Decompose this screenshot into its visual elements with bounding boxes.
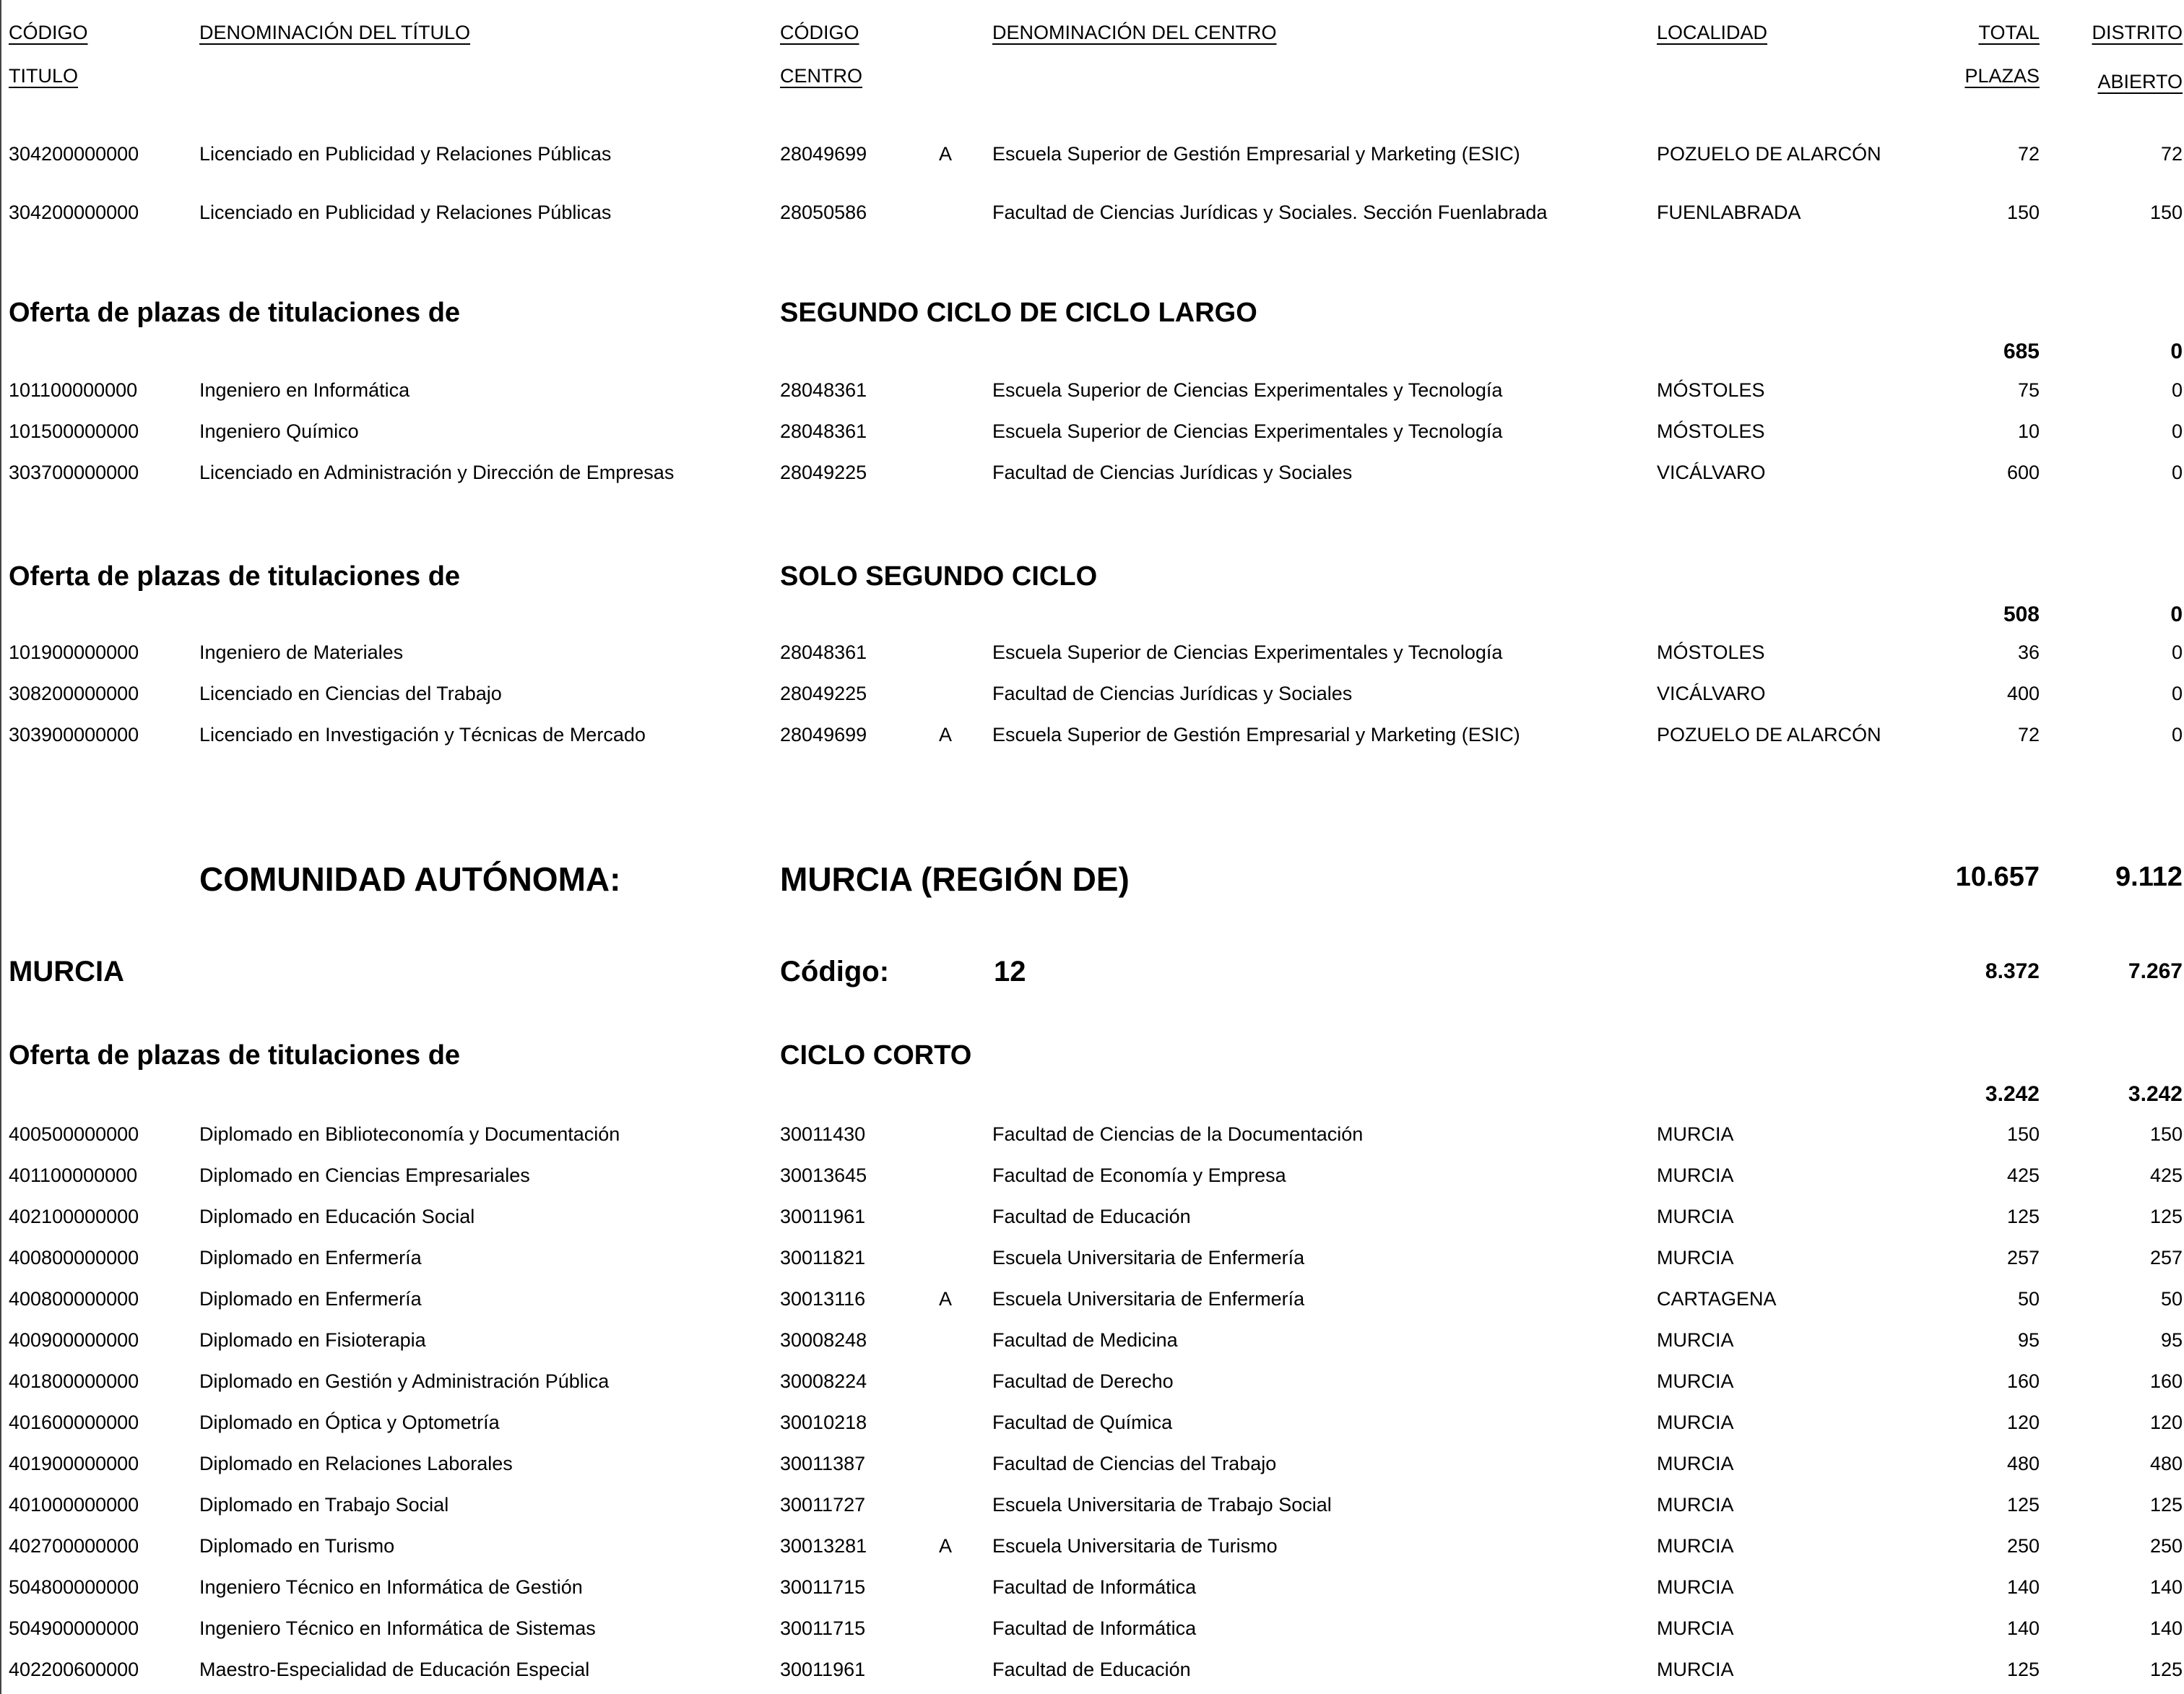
row-distrito: 425 <box>2149 1164 2183 1186</box>
header-denominacion-centro: DENOMINACIÓN DEL CENTRO <box>992 22 1277 43</box>
header-codigo-centro-line1: CÓDIGO <box>780 22 859 43</box>
row-localidad: MURCIA <box>1657 1412 1734 1433</box>
row-centro-codigo: 30011961 <box>780 1206 866 1227</box>
row-distrito: 140 <box>2149 1617 2183 1639</box>
row-codigo: 303900000000 <box>9 724 139 746</box>
row-localidad: MURCIA <box>1657 1123 1734 1145</box>
row-centro-codigo: 30008224 <box>780 1370 867 1392</box>
row-centro: Escuela Superior de Gestión Empresarial y Marketing (ESIC) <box>992 724 1520 746</box>
row-titulo: Diplomado en Trabajo Social <box>199 1494 449 1516</box>
row-total: 250 <box>2006 1535 2040 1557</box>
table-row <box>0 1494 2184 1523</box>
row-codigo: 402700000000 <box>9 1535 139 1557</box>
row-total: 480 <box>2006 1453 2040 1474</box>
header-total-plazas-line1: TOTAL <box>1978 22 2040 43</box>
header-denominacion-titulo: DENOMINACIÓN DEL TÍTULO <box>199 22 471 43</box>
row-codigo: 303700000000 <box>9 462 139 483</box>
row-total: 425 <box>2006 1164 2040 1186</box>
row-codigo: 402200600000 <box>9 1659 139 1680</box>
row-centro-codigo: 30013281 <box>780 1535 867 1557</box>
row-localidad: MURCIA <box>1657 1206 1734 1227</box>
row-centro: Facultad de Informática <box>992 1617 1197 1639</box>
row-distrito: 0 <box>2171 724 2183 746</box>
row-codigo: 401800000000 <box>9 1370 139 1392</box>
row-codigo: 308200000000 <box>9 683 139 704</box>
row-localidad: MURCIA <box>1657 1535 1734 1557</box>
universidad-name: MURCIA <box>9 956 124 988</box>
row-distrito: 0 <box>2171 379 2183 401</box>
table-row <box>0 143 2184 172</box>
row-flag: A <box>939 143 953 165</box>
row-centro-codigo: 30011715 <box>780 1617 866 1639</box>
row-localidad: POZUELO DE ALARCÓN <box>1657 724 1881 746</box>
row-total: 120 <box>2006 1412 2040 1433</box>
comunidad-name: MURCIA (REGIÓN DE) <box>780 860 1130 898</box>
row-codigo: 504900000000 <box>9 1617 139 1639</box>
row-centro: Facultad de Informática <box>992 1576 1197 1598</box>
row-distrito: 95 <box>2160 1329 2183 1351</box>
row-distrito: 120 <box>2149 1412 2183 1433</box>
row-centro: Escuela Superior de Ciencias Experimentales y Tecnología <box>992 420 1503 442</box>
row-centro: Escuela Superior de Gestión Empresarial y Marketing (ESIC) <box>992 143 1520 165</box>
row-localidad: MURCIA <box>1657 1247 1734 1269</box>
row-localidad: MURCIA <box>1657 1329 1734 1351</box>
row-localidad: MÓSTOLES <box>1657 420 1765 442</box>
header-codigo-titulo-line1: CÓDIGO <box>9 22 88 43</box>
row-titulo: Maestro-Especialidad de Educación Especial <box>199 1659 590 1680</box>
row-codigo: 401000000000 <box>9 1494 139 1516</box>
row-titulo: Licenciado en Publicidad y Relaciones Públicas <box>199 143 612 165</box>
row-titulo: Diplomado en Educación Social <box>199 1206 475 1227</box>
row-localidad: CARTAGENA <box>1657 1288 1777 1310</box>
row-codigo: 401100000000 <box>9 1164 138 1186</box>
row-centro-codigo: 28049699 <box>780 724 867 746</box>
row-distrito: 125 <box>2149 1206 2183 1227</box>
table-row <box>0 1576 2184 1605</box>
table-row <box>0 1535 2184 1564</box>
row-distrito: 150 <box>2149 202 2183 223</box>
row-titulo: Licenciado en Ciencias del Trabajo <box>199 683 502 704</box>
row-centro-codigo: 28049225 <box>780 683 867 704</box>
universidad-codigo: 12 <box>994 956 1026 988</box>
row-localidad: MÓSTOLES <box>1657 379 1765 401</box>
row-codigo: 400800000000 <box>9 1288 139 1310</box>
row-centro-codigo: 30011430 <box>780 1123 866 1145</box>
row-localidad: MURCIA <box>1657 1164 1734 1186</box>
row-centro-codigo: 30011387 <box>780 1453 866 1474</box>
row-centro-codigo: 30011961 <box>780 1659 866 1680</box>
table-row <box>0 1164 2184 1193</box>
table-row <box>0 1247 2184 1276</box>
row-titulo: Diplomado en Ciencias Empresariales <box>199 1164 530 1186</box>
row-titulo: Diplomado en Fisioterapia <box>199 1329 426 1351</box>
section-distrito: 3.242 <box>2128 1082 2183 1106</box>
row-titulo: Diplomado en Biblioteconomía y Documentación <box>199 1123 620 1145</box>
row-centro-codigo: 30013645 <box>780 1164 867 1186</box>
row-centro-codigo: 28048361 <box>780 420 867 442</box>
universidad-codigo-label: Código: <box>780 956 890 988</box>
header-distrito-abierto-line1: DISTRITO <box>2092 22 2183 43</box>
row-centro: Facultad de Ciencias Jurídicas y Sociales. Sección Fuenlabrada <box>992 202 1548 223</box>
row-titulo: Ingeniero Técnico en Informática de Gestión <box>199 1576 583 1598</box>
universidad-distrito: 7.267 <box>2128 959 2183 983</box>
row-distrito: 257 <box>2149 1247 2183 1269</box>
row-distrito: 150 <box>2149 1123 2183 1145</box>
row-centro: Facultad de Química <box>992 1412 1173 1433</box>
header-codigo-titulo-line2: TITULO <box>9 65 79 87</box>
table-row <box>0 1453 2184 1482</box>
row-centro: Facultad de Ciencias de la Documentación <box>992 1123 1364 1145</box>
row-titulo: Diplomado en Enfermería <box>199 1247 422 1269</box>
row-flag: A <box>939 1288 953 1310</box>
table-row <box>0 1370 2184 1399</box>
row-localidad: FUENLABRADA <box>1657 202 1801 223</box>
row-titulo: Diplomado en Turismo <box>199 1535 395 1557</box>
row-centro-codigo: 30010218 <box>780 1412 867 1433</box>
row-codigo: 504800000000 <box>9 1576 139 1598</box>
row-centro: Escuela Universitaria de Enfermería <box>992 1247 1305 1269</box>
row-total: 600 <box>2006 462 2040 483</box>
table-row <box>0 1206 2184 1235</box>
table-row <box>0 641 2184 670</box>
section-type: SOLO SEGUNDO CICLO <box>780 561 1098 592</box>
section-type: CICLO CORTO <box>780 1040 972 1071</box>
row-total: 150 <box>2006 1123 2040 1145</box>
row-centro: Facultad de Economía y Empresa <box>992 1164 1286 1186</box>
row-codigo: 400500000000 <box>9 1123 139 1145</box>
section-type: SEGUNDO CICLO DE CICLO LARGO <box>780 298 1257 328</box>
row-localidad: MURCIA <box>1657 1576 1734 1598</box>
table-row <box>0 202 2184 230</box>
row-flag: A <box>939 724 953 746</box>
row-titulo: Diplomado en Óptica y Optometría <box>199 1412 500 1433</box>
section-label: Oferta de plazas de titulaciones de <box>9 1040 461 1071</box>
row-centro: Facultad de Educación <box>992 1206 1191 1227</box>
row-distrito: 0 <box>2171 462 2183 483</box>
table-row <box>0 1329 2184 1358</box>
row-total: 150 <box>2006 202 2040 223</box>
row-total: 10 <box>2017 420 2040 442</box>
row-codigo: 400900000000 <box>9 1329 139 1351</box>
row-flag: A <box>939 1535 953 1557</box>
row-centro: Facultad de Educación <box>992 1659 1191 1680</box>
table-row <box>0 683 2184 712</box>
row-localidad: VICÁLVARO <box>1657 462 1766 483</box>
row-distrito: 72 <box>2160 143 2183 165</box>
row-distrito: 125 <box>2149 1659 2183 1680</box>
row-total: 400 <box>2006 683 2040 704</box>
row-total: 140 <box>2006 1576 2040 1598</box>
row-total: 95 <box>2017 1329 2040 1351</box>
header-codigo-centro-line2: CENTRO <box>780 65 862 87</box>
row-centro-codigo: 30011715 <box>780 1576 866 1598</box>
row-total: 36 <box>2017 641 2040 663</box>
row-total: 72 <box>2017 724 2040 746</box>
table-row <box>0 1412 2184 1440</box>
row-distrito: 0 <box>2171 641 2183 663</box>
row-centro-codigo: 30013116 <box>780 1288 866 1310</box>
row-localidad: POZUELO DE ALARCÓN <box>1657 143 1881 165</box>
row-codigo: 402100000000 <box>9 1206 139 1227</box>
section-total: 685 <box>2003 340 2040 363</box>
row-titulo: Diplomado en Relaciones Laborales <box>199 1453 513 1474</box>
row-centro: Escuela Universitaria de Enfermería <box>992 1288 1305 1310</box>
comunidad-distrito: 9.112 <box>2115 862 2183 892</box>
row-titulo: Licenciado en Administración y Dirección de Empresas <box>199 462 675 483</box>
row-distrito: 140 <box>2149 1576 2183 1598</box>
row-total: 125 <box>2006 1206 2040 1227</box>
row-total: 125 <box>2006 1494 2040 1516</box>
row-centro-codigo: 30011821 <box>780 1247 866 1269</box>
row-centro-codigo: 28050586 <box>780 202 867 223</box>
row-titulo: Ingeniero Químico <box>199 420 359 442</box>
section-label: Oferta de plazas de titulaciones de <box>9 561 461 592</box>
row-centro: Facultad de Medicina <box>992 1329 1178 1351</box>
row-total: 257 <box>2006 1247 2040 1269</box>
universidad-total: 8.372 <box>1985 959 2040 983</box>
row-titulo: Diplomado en Gestión y Administración Pública <box>199 1370 610 1392</box>
row-distrito: 50 <box>2160 1288 2183 1310</box>
section-distrito: 0 <box>2170 340 2183 363</box>
row-total: 125 <box>2006 1659 2040 1680</box>
table-row <box>0 420 2184 449</box>
section-distrito: 0 <box>2170 602 2183 626</box>
row-total: 50 <box>2017 1288 2040 1310</box>
row-distrito: 160 <box>2149 1370 2183 1392</box>
table-row <box>0 462 2184 491</box>
row-centro: Escuela Universitaria de Trabajo Social <box>992 1494 1332 1516</box>
header-localidad: LOCALIDAD <box>1657 22 1768 43</box>
row-codigo: 304200000000 <box>9 143 139 165</box>
row-codigo: 400800000000 <box>9 1247 139 1269</box>
row-total: 160 <box>2006 1370 2040 1392</box>
row-centro: Facultad de Derecho <box>992 1370 1174 1392</box>
table-row <box>0 1123 2184 1152</box>
row-centro-codigo: 30008248 <box>780 1329 867 1351</box>
header-distrito-abierto-line2: ABIERTO <box>2097 71 2183 92</box>
row-codigo: 401900000000 <box>9 1453 139 1474</box>
row-localidad: MURCIA <box>1657 1453 1734 1474</box>
table-row <box>0 1659 2184 1687</box>
row-total: 140 <box>2006 1617 2040 1639</box>
row-titulo: Ingeniero en Informática <box>199 379 410 401</box>
row-centro: Facultad de Ciencias Jurídicas y Sociales <box>992 462 1353 483</box>
row-localidad: VICÁLVARO <box>1657 683 1766 704</box>
row-localidad: MURCIA <box>1657 1494 1734 1516</box>
row-total: 72 <box>2017 143 2040 165</box>
row-codigo: 101500000000 <box>9 420 139 442</box>
row-distrito: 0 <box>2171 420 2183 442</box>
table-row <box>0 379 2184 408</box>
row-distrito: 250 <box>2149 1535 2183 1557</box>
row-localidad: MURCIA <box>1657 1370 1734 1392</box>
row-codigo: 401600000000 <box>9 1412 139 1433</box>
section-label: Oferta de plazas de titulaciones de <box>9 298 461 328</box>
row-centro-codigo: 28049699 <box>780 143 867 165</box>
section-total: 3.242 <box>1985 1082 2040 1106</box>
row-localidad: MÓSTOLES <box>1657 641 1765 663</box>
comunidad-label: COMUNIDAD AUTÓNOMA: <box>199 860 621 898</box>
row-centro: Escuela Superior de Ciencias Experimentales y Tecnología <box>992 641 1503 663</box>
comunidad-total: 10.657 <box>1955 862 2040 892</box>
header-total-plazas-line2: PLAZAS <box>1964 65 2040 87</box>
row-titulo: Diplomado en Enfermería <box>199 1288 422 1310</box>
row-codigo: 101900000000 <box>9 641 139 663</box>
row-titulo: Licenciado en Publicidad y Relaciones Públicas <box>199 202 612 223</box>
row-centro-codigo: 28049225 <box>780 462 867 483</box>
row-distrito: 125 <box>2149 1494 2183 1516</box>
row-codigo: 304200000000 <box>9 202 139 223</box>
row-distrito: 480 <box>2149 1453 2183 1474</box>
table-row <box>0 1617 2184 1646</box>
row-centro: Escuela Superior de Ciencias Experimentales y Tecnología <box>992 379 1503 401</box>
row-localidad: MURCIA <box>1657 1617 1734 1639</box>
row-total: 75 <box>2017 379 2040 401</box>
row-titulo: Licenciado en Investigación y Técnicas de Mercado <box>199 724 646 746</box>
row-centro-codigo: 28048361 <box>780 379 867 401</box>
row-centro: Facultad de Ciencias Jurídicas y Sociales <box>992 683 1353 704</box>
row-titulo: Ingeniero Técnico en Informática de Sistemas <box>199 1617 596 1639</box>
row-distrito: 0 <box>2171 683 2183 704</box>
row-centro-codigo: 30011727 <box>780 1494 866 1516</box>
row-titulo: Ingeniero de Materiales <box>199 641 404 663</box>
row-codigo: 101100000000 <box>9 379 138 401</box>
row-centro-codigo: 28048361 <box>780 641 867 663</box>
table-row <box>0 1288 2184 1317</box>
table-row <box>0 724 2184 753</box>
row-centro: Escuela Universitaria de Turismo <box>992 1535 1278 1557</box>
row-localidad: MURCIA <box>1657 1659 1734 1680</box>
section-total: 508 <box>2003 602 2040 626</box>
row-centro: Facultad de Ciencias del Trabajo <box>992 1453 1277 1474</box>
